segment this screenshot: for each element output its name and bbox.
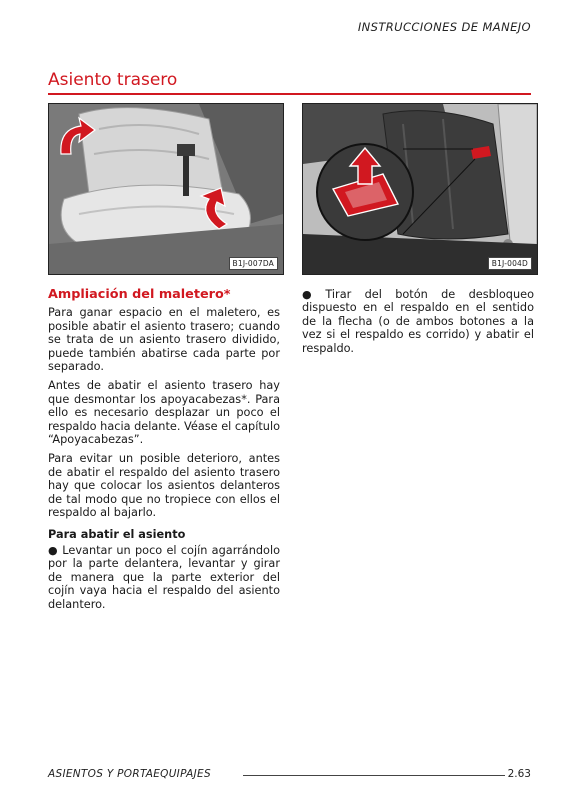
bullet-icon: ● — [48, 543, 59, 557]
section-title: Asiento trasero — [48, 70, 178, 90]
left-text-column — [48, 288, 280, 617]
procedure-heading: Para abatir el asiento — [48, 527, 186, 541]
bullet-icon: ● — [302, 288, 322, 301]
footer-section-name: ASIENTOS Y PORTAEQUIPAJES — [48, 768, 211, 780]
backrest-release-illustration — [303, 104, 537, 274]
figure-backrest-release — [302, 103, 538, 275]
figure-label: B1J-007DA — [229, 257, 278, 270]
figure-label: B1J-004D — [488, 257, 532, 270]
subsection-heading: Ampliación del maletero* — [48, 287, 231, 302]
paragraph: Para evitar un posible deterioro, antes de abatir el respaldo del asiento trasero hay que colocar los asientos delanteros de tal modo que no tropiece con ellos el respaldo al bajarlo. — [48, 452, 280, 520]
paragraph: Antes de abatir el asiento trasero hay que desmontar los apoyacabezas*. Para ello es necesario desplazar un poco el respaldo hacia delante. Véase el capítulo “Apoyacabezas”. — [48, 379, 280, 447]
page-number: 2.63 — [507, 768, 531, 780]
running-header: INSTRUCCIONES DE MANEJO — [357, 20, 531, 34]
paragraph: Para ganar espacio en el maletero, es posible abatir el asiento trasero; cuando se trata de un asiento trasero dividido, puede también abatirse cada parte por separado. — [48, 306, 280, 374]
procedure-step — [302, 288, 534, 355]
procedure-step-text: Levantar un poco el cojín agarrándolo por la parte delantera, levantar y girar de manera que la parte exterior del cojín vaya hacia el respaldo del asiento delantero. — [48, 543, 280, 611]
footer-rule — [243, 775, 505, 776]
right-text-column — [302, 288, 534, 361]
section-title-rule — [48, 93, 531, 95]
procedure-step — [48, 544, 280, 611]
seat-cushion-illustration — [49, 104, 283, 274]
figure-seat-cushion — [48, 103, 284, 275]
procedure-step-text: Tirar del botón de desbloqueo dispuesto en el respaldo en el sentido de la flecha (o de ambos botones a la vez si el respaldo es corrido) y abatir el respaldo. — [302, 288, 534, 355]
